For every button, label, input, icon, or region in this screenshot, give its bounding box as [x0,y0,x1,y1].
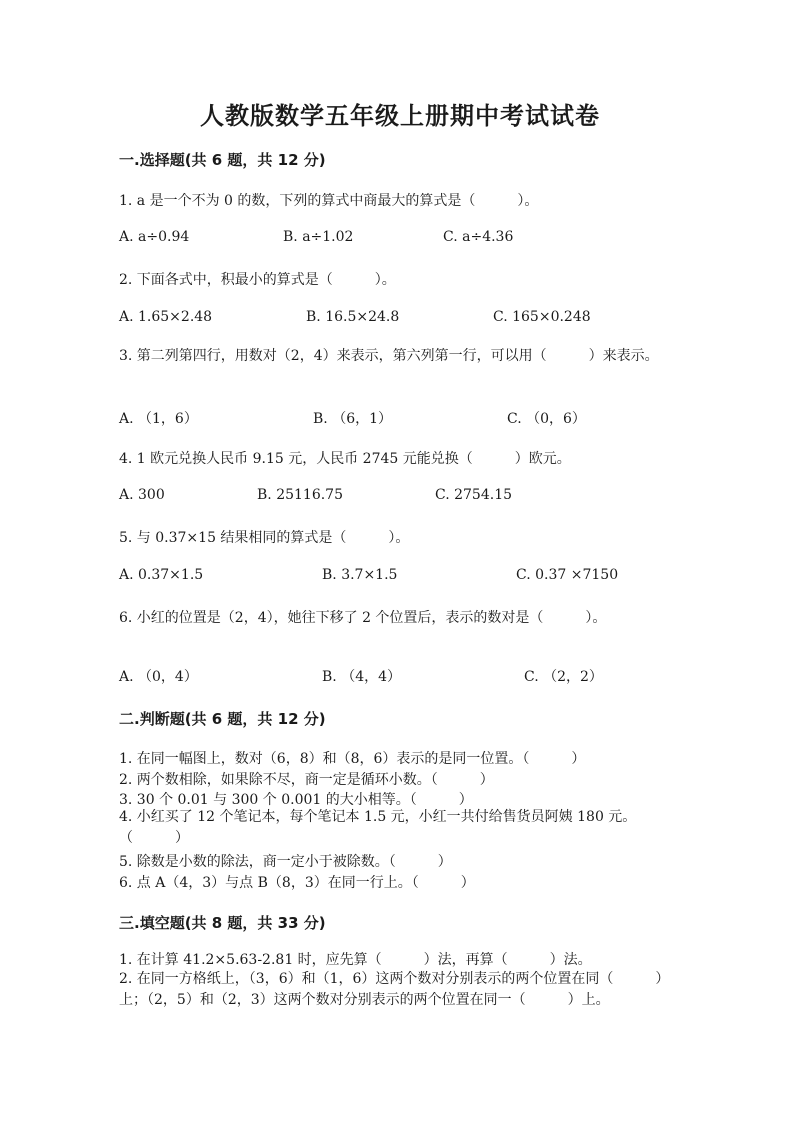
option-c: C. 0.37 ×7150 [516,567,619,583]
question-stem: 1. a 是一个不为 0 的数，下列的算式中商最大的算式是（ ）。 [119,193,539,209]
option-a: A. 300 [119,487,165,503]
section-heading-choice: 一.选择题(共 6 题，共 12 分) [119,151,326,169]
question-stem: 5. 与 0.37×15 结果相同的算式是（ ）。 [119,530,410,546]
option-a: A. a÷0.94 [119,229,190,245]
judge-item: 5. 除数是小数的除法，商一定小于被除数。（ ） [119,854,452,870]
question-stem: 2. 下面各式中，积最小的算式是（ ）。 [119,272,396,288]
judge-item: 3. 30 个 0.01 与 300 个 0.001 的大小相等。（ ） [119,792,473,808]
option-c: C. a÷4.36 [443,229,514,245]
option-b: B. （6，1） [313,411,393,427]
judge-item: 6. 点 A（4，3）与点 B（8，3）在同一行上。（ ） [119,875,475,891]
option-c: C. 165×0.248 [493,309,591,325]
option-b: B. 16.5×24.8 [306,309,400,325]
option-c: C. 2754.15 [435,487,513,503]
page-title: 人教版数学五年级上册期中考试试卷 [200,102,600,130]
section-heading-judge: 二.判断题(共 6 题，共 12 分) [119,710,326,728]
judge-item: 4. 小红买了 12 个笔记本，每个笔记本 1.5 元，小红一共付给售货员阿姨 180 元。（ ） [119,809,637,846]
judge-item: 2. 两个数相除，如果除不尽，商一定是循环小数。（ ） [119,772,494,788]
fill-item: 1. 在计算 41.2×5.63-2.81 时，应先算（ ）法，再算（ ）法。 [119,952,592,968]
fill-item: 2. 在同一方格纸上，（3，6）和（1，6）这两个数对分别表示的两个位置在同（ ）上；（2，5）和（2，3）这两个数对分别表示的两个位置在同一（ ）上。 [119,971,670,1008]
option-b: B. （4，4） [322,669,402,685]
option-a: A. 0.37×1.5 [119,567,204,583]
option-c: C. （0，6） [507,411,586,427]
option-a: A. （0，4） [119,669,198,685]
section-heading-fill: 三.填空题(共 8 题，共 33 分) [119,914,326,932]
judge-item: 1. 在同一幅图上，数对（6，8）和（8，6）表示的是同一位置。（ ） [119,751,586,767]
option-a: A. （1，6） [119,411,198,427]
option-b: B. a÷1.02 [283,229,354,245]
option-a: A. 1.65×2.48 [119,309,213,325]
question-stem: 4. 1 欧元兑换人民币 9.15 元，人民币 2745 元能兑换（ ）欧元。 [119,451,571,467]
option-b: B. 3.7×1.5 [322,567,398,583]
question-stem: 6. 小红的位置是（2，4），她往下移了 2 个位置后，表示的数对是（ ）。 [119,610,607,626]
option-b: B. 25116.75 [257,487,343,503]
option-c: C. （2，2） [524,669,603,685]
question-stem: 3. 第二列第四行，用数对（2，4）来表示，第六列第一行，可以用（ ）来表示。 [119,348,659,364]
